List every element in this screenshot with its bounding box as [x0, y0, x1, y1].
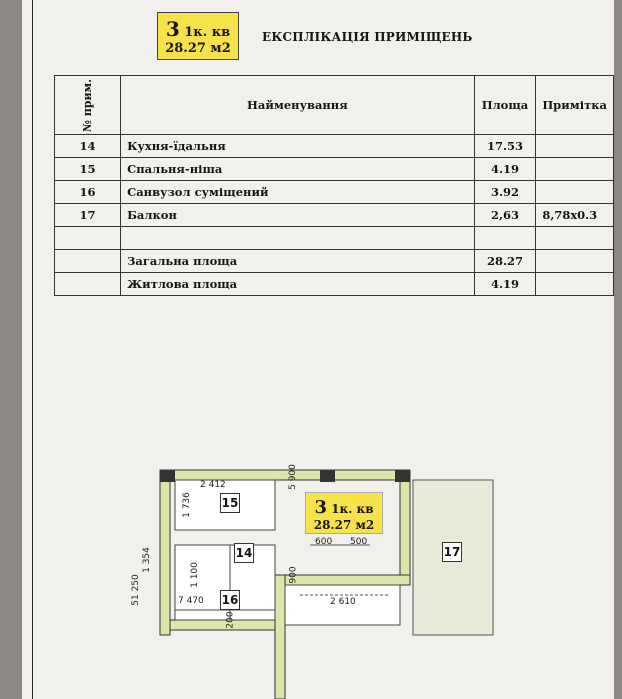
wall-bathroom — [275, 575, 285, 699]
table-row — [55, 250, 614, 273]
row-no — [55, 227, 121, 250]
row-area: 3.92 — [474, 181, 536, 204]
wall-right — [400, 470, 410, 575]
column — [160, 470, 175, 482]
row-area: 17.53 — [474, 135, 536, 158]
row-area: 4.19 — [474, 273, 536, 296]
dim-label: 7 470 — [178, 596, 204, 606]
dim-label: 900 — [288, 566, 299, 584]
row-note — [536, 250, 614, 273]
apartment-type: 1к. кв — [184, 25, 231, 40]
dim-label: 600 — [315, 537, 333, 547]
row-name: Спальня-ніша — [121, 158, 475, 181]
plan-apartment-type: 1к. кв — [331, 502, 374, 516]
dim-label: 2 412 — [200, 480, 226, 490]
row-note: 8,78x0.3 — [536, 204, 614, 227]
dim-label: 2 610 — [330, 597, 356, 607]
column — [320, 470, 335, 482]
row-area: 2,63 — [474, 204, 536, 227]
row-area — [474, 227, 536, 250]
table-row — [55, 135, 614, 158]
dim-label: 200 — [225, 611, 236, 629]
row-no: 16 — [55, 181, 121, 204]
row-name: Санвузол суміщений — [121, 181, 475, 204]
apartment-number: 3 — [165, 17, 180, 41]
apartment-badge — [157, 12, 239, 60]
table-row — [55, 273, 614, 296]
row-area: 4.19 — [474, 158, 536, 181]
table-row — [55, 227, 614, 250]
row-note — [536, 181, 614, 204]
document-title: ЕКСПЛІКАЦІЯ ПРИМІЩЕНЬ — [262, 30, 473, 44]
plan-apartment-area: 28.27 м2 — [313, 518, 375, 532]
header-note: Примітка — [536, 76, 614, 135]
row-no — [55, 273, 121, 296]
dim-label: 1 100 — [189, 562, 200, 588]
row-note — [536, 227, 614, 250]
plan-apartment-badge — [305, 492, 383, 534]
header-name: Найменування — [121, 76, 475, 135]
room-label-17: 17 — [442, 542, 462, 562]
row-no: 17 — [55, 204, 121, 227]
row-note — [536, 135, 614, 158]
explication-table — [54, 75, 614, 296]
apartment-area: 28.27 м2 — [165, 41, 231, 56]
table-row — [55, 158, 614, 181]
wall-top — [160, 470, 410, 480]
table-row — [55, 181, 614, 204]
row-name: Загальна площа — [121, 250, 475, 273]
table-header-row — [55, 76, 614, 135]
dim-label: 1 354 — [141, 547, 152, 573]
row-name — [121, 227, 475, 250]
room-label-16: 16 — [220, 590, 240, 610]
row-note — [536, 158, 614, 181]
header-area: Площа — [474, 76, 536, 135]
room-label-15: 15 — [220, 493, 240, 513]
column — [395, 470, 410, 482]
dim-label: 5 900 — [287, 464, 298, 490]
row-area: 28.27 — [474, 250, 536, 273]
floor-plan — [130, 460, 500, 699]
row-no: 15 — [55, 158, 121, 181]
row-no: 14 — [55, 135, 121, 158]
row-note — [536, 273, 614, 296]
dim-label: 500 — [350, 537, 368, 547]
plan-apartment-number: 3 — [314, 497, 327, 518]
row-name: Балкон — [121, 204, 475, 227]
row-name: Житлова площа — [121, 273, 475, 296]
table-row — [55, 204, 614, 227]
wall-left — [160, 470, 170, 635]
row-name: Кухня-їдальня — [121, 135, 475, 158]
row-no — [55, 250, 121, 273]
dim-label: 51 250 — [130, 574, 141, 606]
dim-label: 1 736 — [181, 492, 192, 518]
header-no: № прим. — [55, 76, 121, 135]
room-label-14: 14 — [234, 543, 254, 563]
